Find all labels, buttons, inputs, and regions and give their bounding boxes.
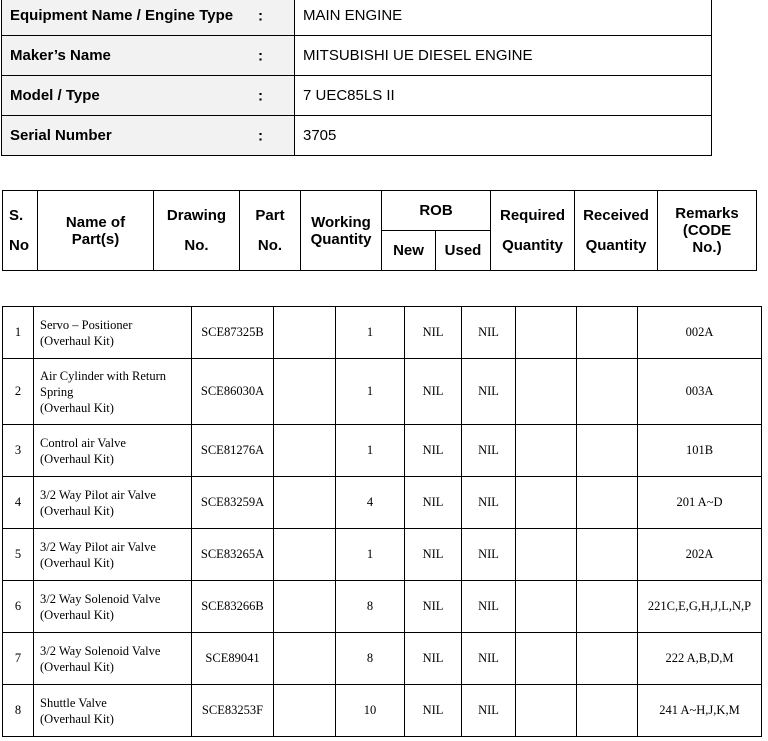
header-text: Part(s)	[71, 230, 120, 248]
rob-new-cell: NIL	[405, 581, 462, 633]
equipment-row	[2, 36, 712, 76]
part-name-cell	[34, 529, 192, 581]
drawing-no-cell: SCE83265A	[192, 529, 274, 581]
part-name-line: Air Cylinder with Return	[40, 368, 167, 383]
part-name-line: (Overhaul Kit)	[40, 555, 114, 570]
part-name-cell	[34, 477, 192, 529]
working-qty-cell: 1	[336, 307, 405, 359]
remarks-cell: 202A	[638, 529, 762, 581]
table-row	[3, 633, 762, 685]
label-text: Equipment Name / Engine Type	[10, 7, 234, 24]
equipment-label	[2, 0, 295, 36]
received-qty-cell	[577, 307, 638, 359]
header-text: No	[9, 236, 29, 254]
remarks-cell: 222 A,B,D,M	[638, 633, 762, 685]
received-qty-cell	[577, 633, 638, 685]
header-text: No.	[257, 236, 283, 254]
drawing-no-cell: SCE83253F	[192, 685, 274, 737]
part-name-line: 3/2 Way Pilot air Valve	[40, 539, 156, 554]
remarks-cell: 221C,E,G,H,J,L,N,P	[638, 581, 762, 633]
equipment-info-table	[1, 0, 712, 156]
col-rob-used: Used	[436, 231, 491, 271]
remarks-cell: 201 A~D	[638, 477, 762, 529]
rob-new-cell: NIL	[405, 529, 462, 581]
working-qty-cell: 1	[336, 529, 405, 581]
header-text: Required	[499, 206, 565, 224]
required-qty-cell	[516, 633, 577, 685]
label-colon: :	[258, 47, 263, 64]
rob-used-cell: NIL	[462, 529, 516, 581]
part-name-cell	[34, 581, 192, 633]
drawing-no-cell: SCE87325B	[192, 307, 274, 359]
col-name	[38, 191, 154, 271]
part-name-line: 3/2 Way Solenoid Valve	[40, 591, 161, 606]
header-text: No.	[184, 236, 209, 254]
part-name-line: (Overhaul Kit)	[40, 333, 114, 348]
part-no-cell	[274, 529, 336, 581]
label-text: Model / Type	[10, 87, 100, 104]
sno-cell: 1	[3, 307, 34, 359]
table-row	[3, 529, 762, 581]
sno-cell: 5	[3, 529, 34, 581]
working-qty-cell: 1	[336, 425, 405, 477]
required-qty-cell	[516, 425, 577, 477]
rob-used-cell: NIL	[462, 425, 516, 477]
col-required	[491, 191, 575, 271]
part-name-line: Shuttle Valve	[40, 695, 107, 710]
col-part	[240, 191, 301, 271]
col-rob-new: New	[382, 231, 436, 271]
header-text: Part	[255, 206, 285, 224]
part-name-line: Spring	[40, 384, 74, 399]
received-qty-cell	[577, 477, 638, 529]
parts-column-header	[2, 190, 757, 271]
model-label	[2, 76, 295, 116]
part-name-line: (Overhaul Kit)	[40, 400, 114, 415]
rob-new-cell: NIL	[405, 633, 462, 685]
part-name-line: (Overhaul Kit)	[40, 503, 114, 518]
working-qty-cell: 4	[336, 477, 405, 529]
required-qty-cell	[516, 685, 577, 737]
header-text: Quantity	[502, 236, 563, 254]
table-row	[3, 307, 762, 359]
received-qty-cell	[577, 685, 638, 737]
table-row	[3, 477, 762, 529]
rob-used-cell: NIL	[462, 307, 516, 359]
required-qty-cell	[516, 359, 577, 425]
part-name-cell	[34, 307, 192, 359]
drawing-no-cell: SCE81276A	[192, 425, 274, 477]
rob-used-cell: NIL	[462, 359, 516, 425]
received-qty-cell	[577, 425, 638, 477]
part-name-cell	[34, 359, 192, 425]
drawing-no-cell: SCE86030A	[192, 359, 274, 425]
rob-used-cell: NIL	[462, 685, 516, 737]
table-row	[3, 685, 762, 737]
part-no-cell	[274, 425, 336, 477]
part-no-cell	[274, 685, 336, 737]
part-name-line: Control air Valve	[40, 435, 126, 450]
working-qty-cell: 1	[336, 359, 405, 425]
part-no-cell	[274, 307, 336, 359]
part-name-cell	[34, 685, 192, 737]
model-value: 7 UEC85LS II	[295, 76, 712, 116]
table-row	[3, 359, 762, 425]
rob-new-cell: NIL	[405, 477, 462, 529]
sno-cell: 6	[3, 581, 34, 633]
table-row	[3, 581, 762, 633]
part-name-cell	[34, 633, 192, 685]
part-no-cell	[274, 477, 336, 529]
equipment-row	[2, 0, 712, 36]
label-colon: :	[258, 87, 263, 104]
rob-new-cell: NIL	[405, 307, 462, 359]
received-qty-cell	[577, 529, 638, 581]
required-qty-cell	[516, 529, 577, 581]
header-text: No.)	[692, 239, 722, 256]
remarks-cell: 241 A~H,J,K,M	[638, 685, 762, 737]
part-name-cell	[34, 425, 192, 477]
col-working	[301, 191, 382, 271]
part-no-cell	[274, 581, 336, 633]
sno-cell: 3	[3, 425, 34, 477]
drawing-no-cell: SCE83259A	[192, 477, 274, 529]
label-text: Maker’s Name	[10, 47, 111, 64]
maker-value: MITSUBISHI UE DIESEL ENGINE	[295, 36, 712, 76]
rob-new-cell: NIL	[405, 359, 462, 425]
label-colon: :	[258, 7, 263, 24]
sno-cell: 8	[3, 685, 34, 737]
equipment-row	[2, 116, 712, 156]
rob-new-cell: NIL	[405, 685, 462, 737]
working-qty-cell: 10	[336, 685, 405, 737]
sno-cell: 7	[3, 633, 34, 685]
part-name-line: 3/2 Way Pilot air Valve	[40, 487, 156, 502]
header-text: Quantity	[585, 236, 647, 254]
equipment-value: MAIN ENGINE	[295, 0, 712, 36]
header-text: Quantity	[310, 230, 372, 248]
drawing-no-cell: SCE89041	[192, 633, 274, 685]
equipment-row	[2, 76, 712, 116]
part-no-cell	[274, 633, 336, 685]
col-rob: ROB	[382, 191, 491, 231]
rob-new-cell: NIL	[405, 425, 462, 477]
part-name-line: (Overhaul Kit)	[40, 659, 114, 674]
part-name-line: (Overhaul Kit)	[40, 711, 114, 726]
maker-label	[2, 36, 295, 76]
serial-value: 3705	[295, 116, 712, 156]
required-qty-cell	[516, 477, 577, 529]
part-no-cell	[274, 359, 336, 425]
header-text: Name of	[65, 213, 126, 231]
col-received	[575, 191, 658, 271]
rob-used-cell: NIL	[462, 633, 516, 685]
working-qty-cell: 8	[336, 581, 405, 633]
parts-table	[2, 306, 762, 737]
col-drawing	[154, 191, 240, 271]
received-qty-cell	[577, 359, 638, 425]
received-qty-cell	[577, 581, 638, 633]
remarks-cell: 003A	[638, 359, 762, 425]
part-name-line: 3/2 Way Solenoid Valve	[40, 643, 161, 658]
remarks-cell: 101B	[638, 425, 762, 477]
sno-cell: 2	[3, 359, 34, 425]
header-text: Remarks	[675, 205, 739, 222]
serial-label	[2, 116, 295, 156]
header-text: Working	[311, 213, 371, 231]
required-qty-cell	[516, 581, 577, 633]
part-name-line: (Overhaul Kit)	[40, 451, 114, 466]
remarks-cell: 002A	[638, 307, 762, 359]
drawing-no-cell: SCE83266B	[192, 581, 274, 633]
part-name-line: Servo – Positioner	[40, 317, 133, 332]
label-colon: :	[258, 127, 263, 144]
required-qty-cell	[516, 307, 577, 359]
header-text: Drawing	[166, 206, 227, 224]
header-text: (CODE	[682, 222, 732, 239]
working-qty-cell: 8	[336, 633, 405, 685]
table-row	[3, 425, 762, 477]
header-text: S.	[9, 206, 24, 224]
part-name-line: (Overhaul Kit)	[40, 607, 114, 622]
col-remarks	[658, 191, 757, 271]
label-text: Serial Number	[10, 127, 112, 144]
rob-used-cell: NIL	[462, 581, 516, 633]
col-sno	[3, 191, 38, 271]
header-text: Received	[583, 206, 649, 224]
sno-cell: 4	[3, 477, 34, 529]
rob-used-cell: NIL	[462, 477, 516, 529]
